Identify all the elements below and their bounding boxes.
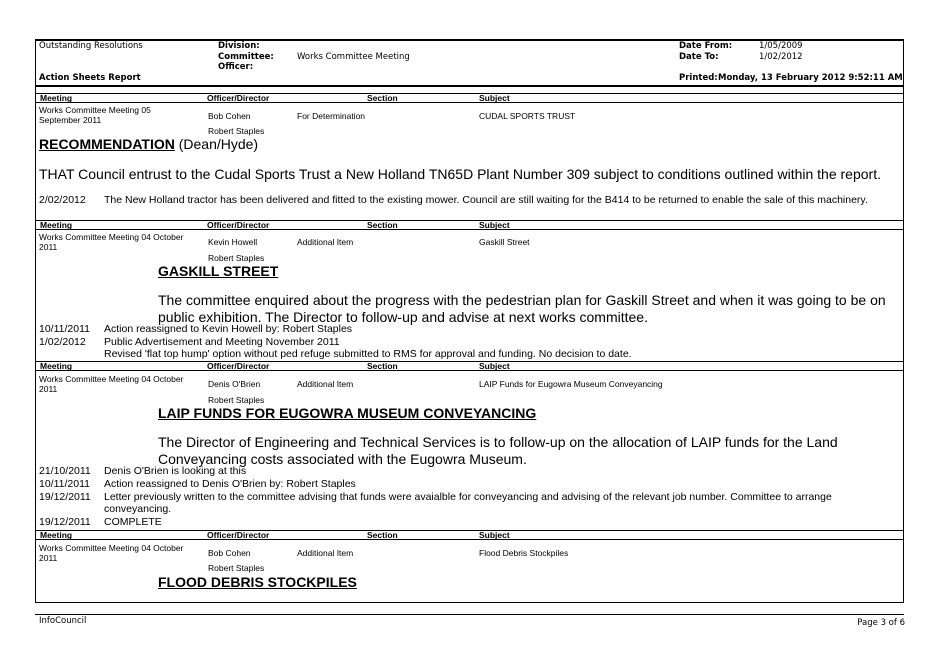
column-header-bar <box>35 361 904 371</box>
record-second-officer: Robert Staples <box>208 395 265 405</box>
action-date: 21/10/2011 <box>39 465 91 477</box>
record-section: Additional Item <box>297 548 354 558</box>
printed-value: Monday, 13 February 2012 9:52:11 AM <box>718 73 903 83</box>
record-heading-suffix: (Dean/Hyde) <box>174 136 259 152</box>
record-meeting: Works Committee Meeting 04 October 2011 <box>39 543 184 563</box>
record-body: The committee enquired about the progress with the pedestrian plan for Gaskill Street and when it was going to be on public exhibition. The Director to follow-up and advise at next works committee. <box>158 292 886 325</box>
column-subject: Subject <box>479 530 510 540</box>
action-date: 19/12/2011 <box>39 516 91 528</box>
action-date: 2/02/2012 <box>39 194 86 206</box>
footer-brand: InfoCouncil <box>39 616 87 626</box>
column-officer: Officer/Director <box>207 530 270 540</box>
action-text: Action reassigned to Kevin Howell by: Robert Staples <box>104 323 353 335</box>
report-type: Outstanding Resolutions <box>39 41 143 51</box>
record-second-officer: Robert Staples <box>208 563 265 573</box>
officer-label: Officer: <box>218 62 254 72</box>
column-section: Section <box>367 361 398 371</box>
action-date: 10/11/2011 <box>39 323 90 335</box>
action-date: 19/12/2011 <box>39 491 91 503</box>
division-label: Division: <box>218 41 260 51</box>
column-officer: Officer/Director <box>207 361 270 371</box>
action-text: Public Advertisement and Meeting November 2011 <box>104 336 340 348</box>
record-officer: Bob Cohen <box>208 548 251 558</box>
action-text: COMPLETE <box>104 516 162 528</box>
record-heading: RECOMMENDATION <box>39 136 175 152</box>
column-meeting: Meeting <box>40 530 73 540</box>
record-heading: GASKILL STREET <box>158 263 279 279</box>
record-subject: Gaskill Street <box>479 237 530 247</box>
record-meeting: Works Committee Meeting 04 October 2011 <box>39 374 184 394</box>
date-from-value: 1/05/2009 <box>759 41 803 51</box>
column-header-bar <box>35 220 904 230</box>
action-date: 1/02/2012 <box>39 336 86 348</box>
column-officer: Officer/Director <box>207 220 270 230</box>
column-meeting: Meeting <box>40 93 73 103</box>
record-section: Additional Item <box>297 237 354 247</box>
action-text: Action reassigned to Denis O'Brien by: Robert Staples <box>104 478 356 490</box>
action-text: Revised 'flat top hump' option without ped refuge submitted to RMS for approval and funding. No decision to date. <box>104 348 632 360</box>
column-section: Section <box>367 93 398 103</box>
header-divider <box>35 85 904 87</box>
committee-label: Committee: <box>218 52 274 62</box>
record-body: The Director of Engineering and Technical Services is to follow-up on the allocation of LAIP funds for the Land Conveyancing costs associated with the Eugowra Museum. <box>158 434 838 467</box>
committee-value: Works Committee Meeting <box>297 52 410 62</box>
column-header-bar <box>35 530 904 540</box>
record-subject: LAIP Funds for Eugowra Museum Conveyancing <box>479 379 663 389</box>
record-body: THAT Council entrust to the Cudal Sports Trust a New Holland TN65D Plant Number 309 subject to conditions outlined within the report. <box>39 166 881 182</box>
record-subject: Flood Debris Stockpiles <box>479 548 569 558</box>
printed-label: Printed: <box>679 73 718 83</box>
column-subject: Subject <box>479 93 510 103</box>
column-header-bar <box>35 93 904 103</box>
record-subject: CUDAL SPORTS TRUST <box>479 111 576 121</box>
record-heading: LAIP FUNDS FOR EUGOWRA MUSEUM CONVEYANCING <box>158 405 537 421</box>
footer-page-number: Page 3 of 6 <box>857 618 905 628</box>
date-from-label: Date From: <box>679 41 733 51</box>
record-section: Additional Item <box>297 379 354 389</box>
action-text: Denis O'Brien is looking at this <box>104 465 247 477</box>
record-heading: FLOOD DEBRIS STOCKPILES <box>158 574 357 590</box>
record-meeting: Works Committee Meeting 04 October 2011 <box>39 232 184 252</box>
column-subject: Subject <box>479 220 510 230</box>
record-officer: Kevin Howell <box>208 237 258 247</box>
column-section: Section <box>367 530 398 540</box>
record-heading-line <box>39 136 258 154</box>
record-second-officer: Robert Staples <box>208 253 265 263</box>
footer-divider <box>35 614 904 615</box>
column-officer: Officer/Director <box>207 93 270 103</box>
record-officer: Bob Cohen <box>208 111 251 121</box>
column-meeting: Meeting <box>40 220 73 230</box>
record-officer: Denis O'Brien <box>208 379 261 389</box>
record-second-officer: Robert Staples <box>208 126 265 136</box>
action-text: The New Holland tractor has been delivered and fitted to the existing mower. Council are still waiting for the B414 to be returned to enable the sale of this machinery. <box>104 194 868 206</box>
date-to-label: Date To: <box>679 52 719 62</box>
report-name: Action Sheets Report <box>39 73 141 83</box>
column-subject: Subject <box>479 361 510 371</box>
record-section: For Determination <box>297 111 366 121</box>
record-meeting: Works Committee Meeting 05 September 2011 <box>39 105 151 125</box>
action-date: 10/11/2011 <box>39 478 90 490</box>
column-meeting: Meeting <box>40 361 73 371</box>
column-section: Section <box>367 220 398 230</box>
date-to-value: 1/02/2012 <box>759 52 803 62</box>
action-text: Letter previously written to the committee advising that funds were avaialble for conveyancing and advising of the relevant job number. Committee to arrange conveyancing. <box>104 491 832 515</box>
